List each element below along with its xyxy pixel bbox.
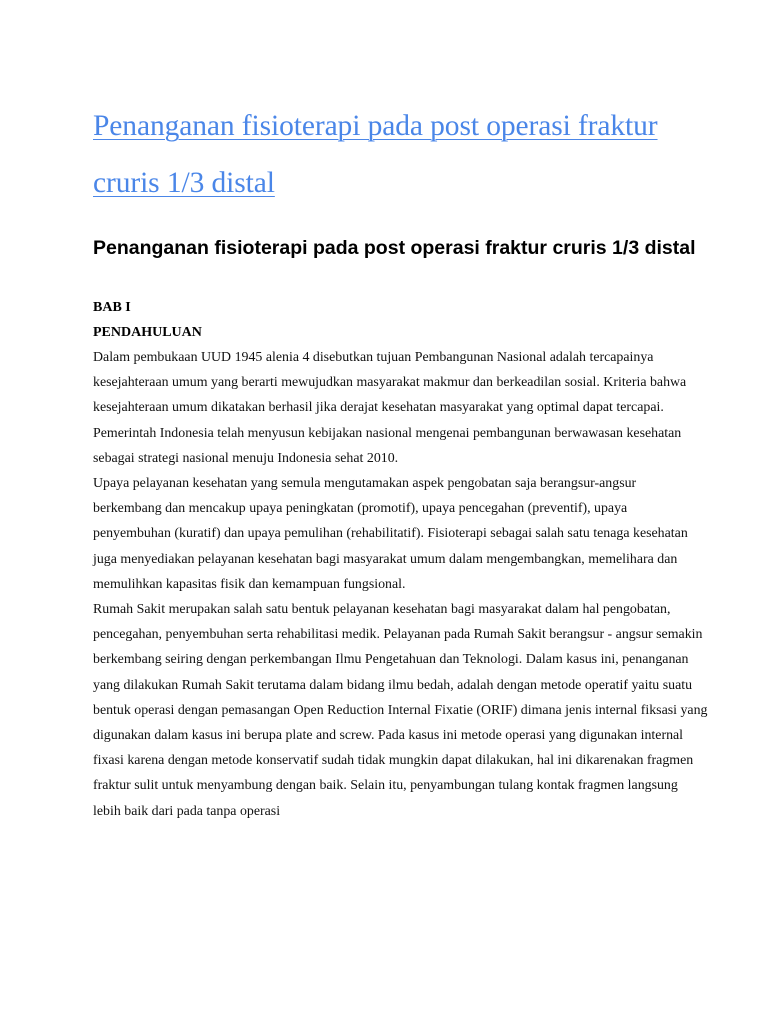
body-paragraph-1: Dalam pembukaan UUD 1945 alenia 4 disebutkan tujuan Pembangunan Nasional adalah tercapainya kesejahteraan umum yang berarti mewujudkan masyarakat makmur dan berkeadilan sosial. Kriteria bahwa kesejahteraan umum dikatakan berhasil jika derajat kesehatan masyarakat yang optimal dapat tercapai. Pemerintah Indonesia telah menyusun kebijakan nasional mengenai pembangunan berwawasan kesehatan sebagai strategi nasional menuju Indonesia sehat 2010. — [93, 350, 687, 466]
chapter-label: BAB I — [93, 300, 131, 315]
document-subtitle: Penanganan fisioterapi pada post operasi fraktur cruris 1/3 distal — [93, 237, 696, 259]
section-heading: PENDAHULUAN — [93, 325, 202, 340]
body-paragraph-2: Upaya pelayanan kesehatan yang semula mengutamakan aspek pengobatan saja berangsur-angsur berkembang dan mencakup upaya peningkatan (promotif), upaya pencegahan (preventif), upaya penyembuhan (kuratif) dan upaya pemulihan (rehabilitatif). Fisioterapi sebagai salah satu tenaga kesehatan juga menyediakan pelayanan kesehatan bagi masyarakat umum dalam mengembangkan, memelihara dan memulihkan kapasitas fisik dan kemampuan fungsional. — [93, 476, 688, 592]
body-paragraph-3: Rumah Sakit merupakan salah satu bentuk pelayanan kesehatan bagi masyarakat dalam hal pengobatan, pencegahan, penyembuhan serta rehabilitasi medik. Pelayanan pada Rumah Sakit berangsur - angsur semakin berkembang seiring dengan perkembangan Ilmu Pengetahuan dan Teknologi. Dalam kasus ini, penanganan yang dilakukan Rumah Sakit terutama dalam bidang ilmu bedah, adalah dengan metode operatif yaitu suatu bentuk operasi dengan pemasangan Open Reduction Internal Fixatie (ORIF) dimana jenis internal fiksasi yang digunakan dalam kasus ini berupa plate and screw. Pada kasus ini metode operasi yang digunakan internal fixasi karena dengan metode konservatif sudah tidak mungkin dapat dilakukan, hal ini dikarenakan fragmen fraktur sulit untuk menyambung dengan baik. Selain itu, penyambungan tulang kontak fragmen langsung lebih baik dari pada tanpa operasi — [93, 602, 708, 819]
document-title-link[interactable]: Penanganan fisioterapi pada post operasi fraktur cruris 1/3 distal — [93, 110, 658, 199]
